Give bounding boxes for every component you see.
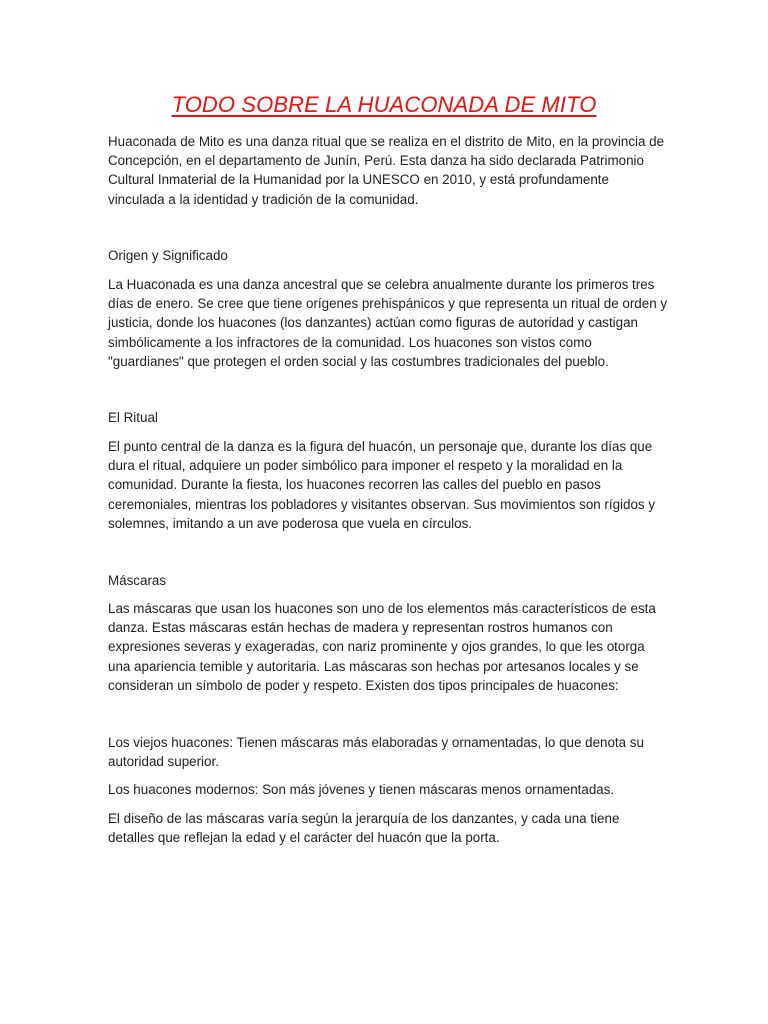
section-paragraph-ritual: El punto central de la danza es la figura del huacón, un personaje que, durante los días que dura el ritual, adquiere un poder simbólico para imponer el respeto y la moralidad en la comunidad. Durante la fiesta, los huacones recorren las calles del pueblo en pasos ceremoniales, mientras los pobladores y visitantes observan. Sus movimientos son rígidos y solemnes, imitando a un ave poderosa que vuela en círculos. xyxy=(108,439,656,531)
list-item-viejos-huacones: Los viejos huacones: Tienen máscaras más elaboradas y ornamentadas, lo que denota su autoridad superior. xyxy=(108,735,644,770)
intro-paragraph: Huaconada de Mito es una danza ritual que se realiza en el distrito de Mito, en la provincia de Concepción, en el departamento de Junín, Perú. Esta danza ha sido declarada Patrimonio Cultural Inmaterial de la Humanidad por la UNESCO en 2010, y está profundamente vinculada a la identidad y tradición de la comunidad. xyxy=(108,134,665,207)
section-paragraph-origen: La Huaconada es una danza ancestral que se celebra anualmente durante los primeros tres días de enero. Se cree que tiene orígenes prehispánicos y que representa un ritual de orden y justicia, donde los huacones (los danzantes) actúan como figuras de autoridad y castigan simbólicamente a los infractores de la comunidad. Los huacones son vistos como "guardianes" que protegen el orden social y las costumbres tradicionales del pueblo. xyxy=(108,277,668,369)
section-heading-origen: Origen y Significado xyxy=(108,248,228,263)
section-paragraph-mascaras: Las máscaras que usan los huacones son uno de los elementos más característicos de esta danza. Estas máscaras están hechas de madera y representan rostros humanos con expresiones severas y exageradas, con nariz prominente y ojos grandes, lo que les otorga una apariencia temible y autoritaria. Las máscaras son hechas por artesanos locales y se consideran un símbolo de poder y respeto. Existen dos tipos principales de huacones: xyxy=(108,601,656,693)
closing-paragraph: El diseño de las máscaras varía según la jerarquía de los danzantes, y cada una tiene detalles que reflejan la edad y el carácter del huacón que la porta. xyxy=(108,811,620,846)
section-heading-mascaras: Máscaras xyxy=(108,573,167,588)
section-heading-ritual: El Ritual xyxy=(108,410,158,425)
list-item-huacones-modernos: Los huacones modernos: Son más jóvenes y tienen máscaras menos ornamentadas. xyxy=(108,782,615,797)
document-title: TODO SOBRE LA HUACONADA DE MITO xyxy=(171,92,597,117)
